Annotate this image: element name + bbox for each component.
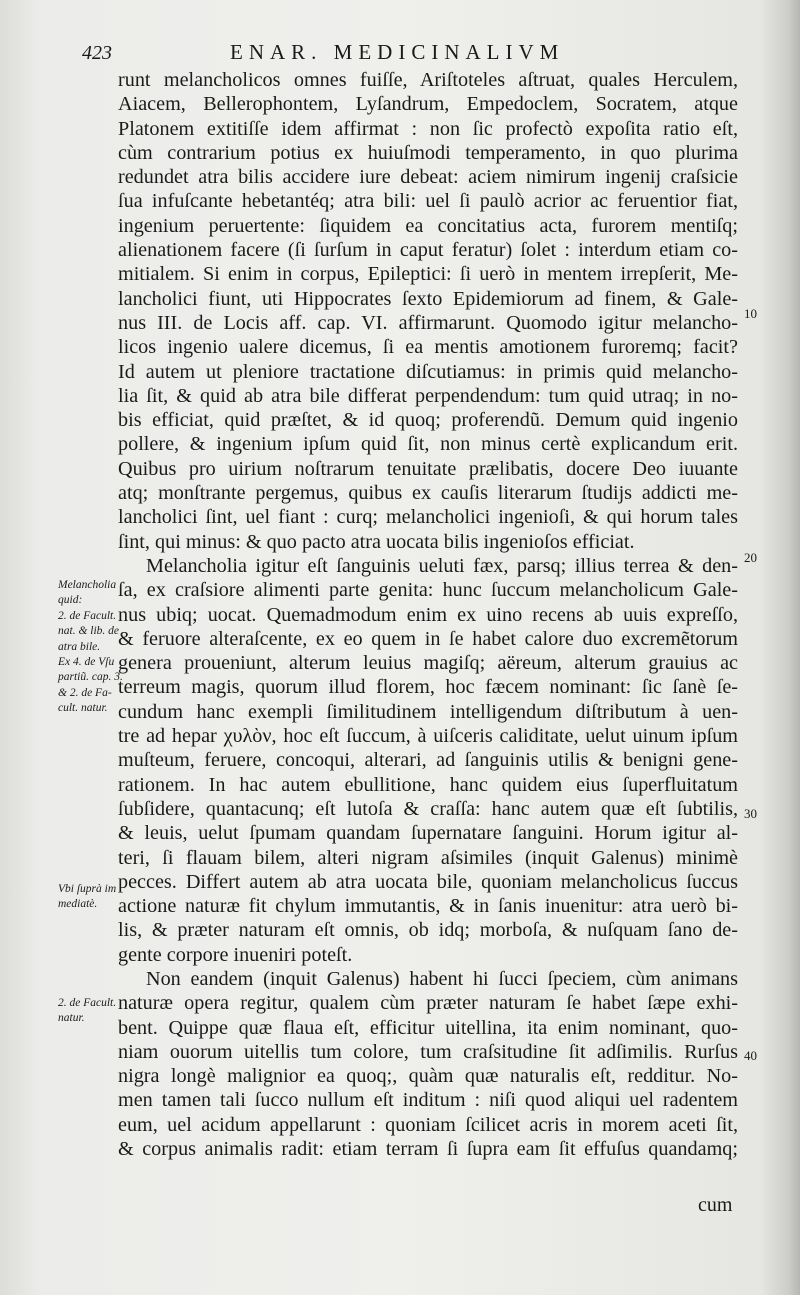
- text-line: eum, uel acidum appellarunt : quoniam ſcilicet acris in morem aceti ſit,: [118, 1113, 738, 1136]
- text-line: niam ouorum uitellis tum colore, tum craſsitudine ſit adſimilis. Rurſus: [118, 1040, 738, 1063]
- text-line: runt melancholicos omnes fuiſſe, Ariſtoteles aſtruat, quales Herculem,: [118, 69, 738, 91]
- page-header: [82, 38, 742, 68]
- text-line: Quibus pro uirium noſtrarum tenuitate prælibatis, docere Deo iuuante: [118, 457, 738, 480]
- line-number-10: 10: [744, 306, 757, 321]
- text-line: rationem. In hac autem ebullitione, hanc quidem eius ſuperfluitatum: [118, 773, 738, 796]
- text-line: gente corpore inueniri poteſt.: [118, 943, 353, 966]
- margin-note-ubi-supra: [58, 882, 122, 913]
- margin-note-line: atra bile.: [58, 640, 101, 653]
- running-head: ENAR. MEDICINALIVM: [230, 40, 565, 64]
- text-line: ſubſidere, quantacunq; eſt lutoſa & craſſa: hanc autem quæ eſt ſubtilis,: [118, 797, 738, 820]
- text-line: Aiacem, Bellerophontem, Lyſandrum, Empedoclem, Socratem, atque: [118, 93, 738, 116]
- text-line: lancholici ſint, uel fiant : curq; melancholici ingenioſi, & qui horum tales: [118, 506, 738, 529]
- text-line: terreum magis, quorum illud florem, hoc fæcem nominant: ſic ſanè ſe-: [118, 676, 738, 699]
- margin-note-line: Melancholia: [58, 579, 117, 591]
- margin-note-line: partiũ. cap. 3.: [58, 671, 123, 684]
- text-line: ſua infuſcante hebetantéq; atra bili: uel ſi paulò acrior ac feruentior fiat,: [118, 190, 738, 213]
- text-line: & feruore alteraſcente, ex eo quem in ſe habet calore duo excremẽtorum: [118, 627, 738, 650]
- text-line: Non eandem (inquit Galenus) habent hi ſucci ſpeciem, cùm animans: [146, 967, 738, 990]
- text-line: bent. Quippe quæ flaua eſt, efficitur uitellina, ita enim nominant, quo-: [118, 1016, 738, 1039]
- text-line: cùm contrarium potius ex huiuſmodi temperamento, in quo plurima: [118, 141, 738, 164]
- margin-note-line: natur.: [58, 1012, 85, 1025]
- text-line: ſa, ex craſsiore alimenti parte genita: hunc ſuccum melancholicum Gale-: [118, 579, 738, 602]
- margin-note-line: 2. de Facult.: [58, 609, 117, 622]
- text-line: nus III. de Locis aff. cap. VI. affirmarunt. Quomodo igitur melancho-: [118, 311, 738, 334]
- text-line: alienationem facere (ſi ſurſum in caput feratur) ſolet : interdum etiam co-: [118, 239, 738, 262]
- text-line: tre ad hepar χυλὸν, hoc eſt ſuccum, à uiſceris caliditate, uelut uinum ipſum: [118, 725, 738, 748]
- text-line: & leuis, uelut ſpumam quandam ſupernatare ſanguini. Horum igitur al-: [118, 822, 738, 845]
- page-gutter-shadow: [760, 0, 800, 1295]
- catchword: cum: [698, 1194, 733, 1216]
- text-line: genera proueniunt, alterum leuius magiſq; aëreum, alterum grauius ac: [118, 652, 738, 675]
- body-text: [118, 68, 738, 1161]
- margin-note-line: Ex 4. de Vſu: [58, 656, 115, 669]
- margin-note-line: mediatè.: [58, 898, 98, 911]
- text-line: Id autem ut pleniore tractatione diſcutiamus: in primis quid melancho-: [118, 360, 738, 383]
- margin-note-line: cult. natur.: [58, 702, 108, 715]
- text-line: lancholici fiunt, uti Hippocrates ſexto Epidemiorum ad finem, & Gale-: [118, 287, 738, 310]
- text-line: mitialem. Si enim in corpus, Epileptici: ſi uerò in mentem irrepſerit, Me-: [118, 263, 738, 286]
- text-line: nus ubiq; uocat. Quemadmodum enim ex uino recens ab uuis expreſſo,: [118, 603, 738, 626]
- text-line: naturæ opera regitur, qualem cùm præter naturam ſe habet ſæpe exhi-: [118, 992, 738, 1015]
- margin-note-line: quid:: [58, 594, 83, 607]
- text-line: bis efficiat, quid præſtet, & id quoq; proferendũ. Demum quid ingenio: [118, 409, 738, 432]
- margin-note-line: 2. de Facult.: [58, 997, 117, 1009]
- text-line: Melancholia igitur eſt ſanguinis ueluti fæx, parsq; illius terrea & den-: [146, 554, 738, 577]
- text-line: ingenium peruertente: ſiquidem ea concitatius acta, furorem mentiſq;: [118, 214, 738, 237]
- margin-note-line: & 2. de Fa-: [58, 686, 112, 699]
- text-line: lis, & præter naturam eſt omnis, ob idq; morboſa, & nuſquam ſano de-: [118, 919, 738, 942]
- text-line: teri, ſi flauam bilem, alteri nigram aſsimiles (inquit Galenus) minimè: [118, 846, 738, 869]
- margin-note-line: nat. & lib. de: [58, 625, 120, 638]
- line-number-30: 30: [744, 806, 757, 821]
- page-number: 423: [82, 42, 112, 64]
- text-line: actione naturæ fit chylum immutantis, & in ſanis inuenitur: atra uerò bi-: [118, 895, 738, 918]
- text-line: nigra longè malignior ea quoq;, quàm quæ naturalis eſt, redditur. No-: [118, 1065, 738, 1088]
- text-line: licos ingenio ualere dicemus, ſi ea mentis amotionem furoremq; facit?: [118, 336, 738, 359]
- text-line: & corpus animalis radit: etiam terram ſi ſupra eam ſit effuſus quandamq;: [118, 1138, 738, 1161]
- text-line: pecces. Differt autem ab atra uocata bile, quoniam melancholicus ſuccus: [118, 870, 738, 893]
- text-line: pollere, & ingenium ipſum quid ſit, non minus certè explicandum erit.: [118, 433, 738, 456]
- line-number-20: 20: [744, 550, 757, 565]
- text-line: muſteum, feruere, concoqui, alterari, ad ſanguinis utilis & benigni gene-: [118, 749, 738, 772]
- line-number-40: 40: [744, 1048, 757, 1063]
- text-line: atq; monſtrante pergemus, quibus ex cauſis literarum ſtudijs addicti me-: [118, 482, 738, 505]
- text-line: cundum hanc exempli ſimilitudinem intelligendum diſtributum à uen-: [118, 700, 738, 723]
- text-line: men tamen tali ſucco nullum eſt inditum : niſi quod aliqui uel radentem: [118, 1089, 738, 1112]
- margin-note-de-facult: [58, 996, 122, 1027]
- text-line: redundet atra bilis accidere iure debeat: aciem nimirum ingenij craſsicie: [118, 166, 738, 189]
- text-line: Platonem extitiſſe idem affirmat : non ſic profectò expoſita ratio eſt,: [118, 117, 738, 140]
- margin-note-melancholia: [58, 578, 122, 717]
- text-line: lia ſit, & quid ab atra bile differat perpendendum: tum quid utraq; in no-: [118, 384, 738, 407]
- text-line: ſint, qui minus: & quo pacto atra uocata bilis ingenioſos efficiat.: [118, 530, 635, 553]
- margin-note-line: Vbi ſuprà im: [58, 883, 117, 895]
